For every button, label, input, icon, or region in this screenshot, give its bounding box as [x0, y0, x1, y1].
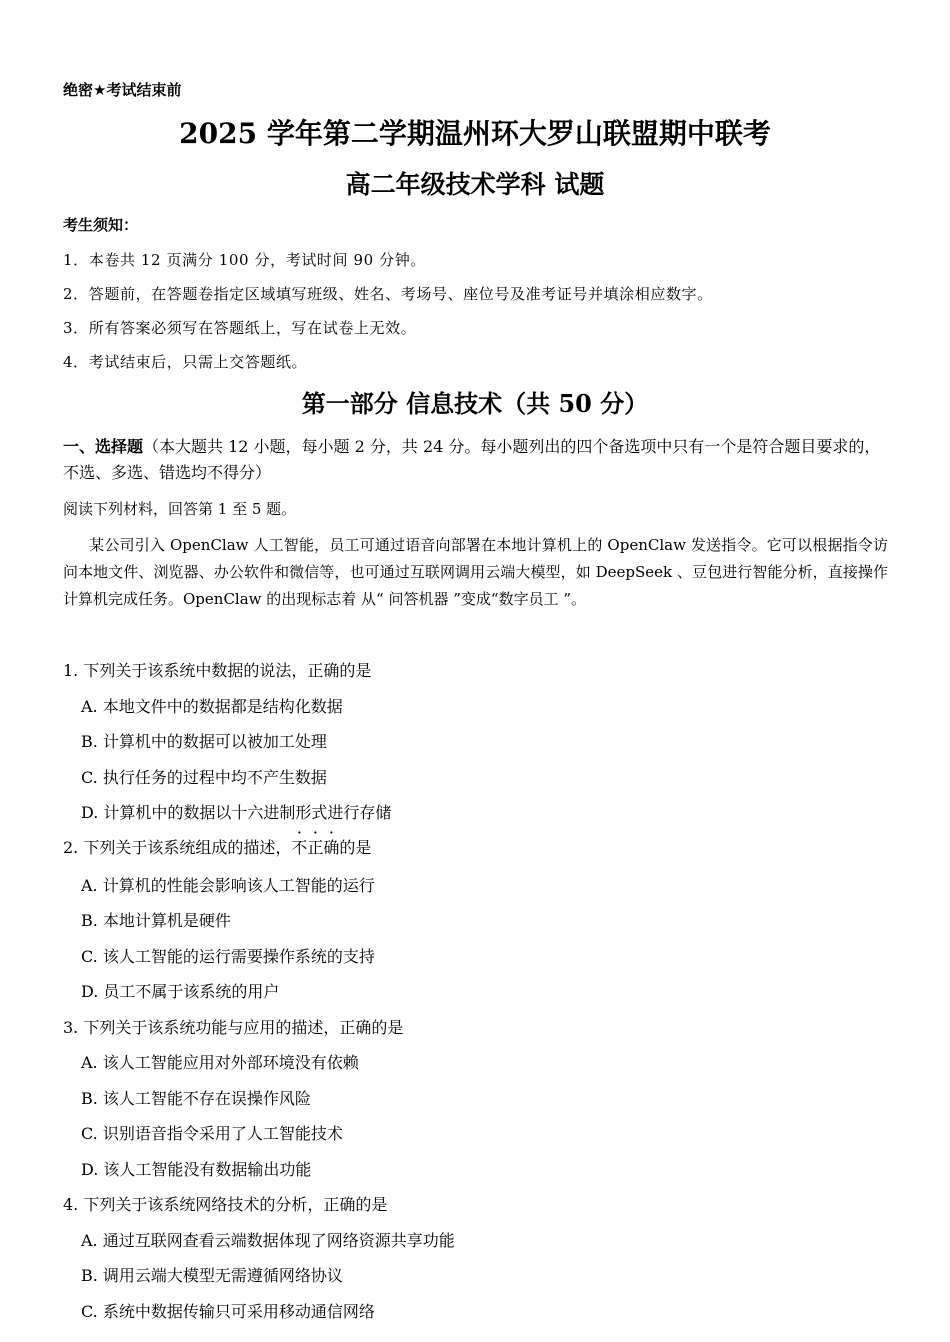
question-option: B. 计算机中的数据可以被加工处理 [81, 732, 327, 751]
notice-item: 2．答题前，在答题卷指定区域填写班级、姓名、考场号、座位号及准考证号并填涂相应数字。 [63, 285, 713, 303]
question-stem: 3. 下列关于该系统功能与应用的描述，正确的是 [63, 1018, 404, 1037]
question-stem: 4. 下列关于该系统网络技术的分析，正确的是 [63, 1195, 388, 1214]
exam-subtitle: 高二年级技术学科 试题 [345, 170, 605, 199]
question-stem: 1. 下列关于该系统中数据的说法，正确的是 [63, 661, 372, 680]
question-stem [63, 835, 371, 858]
question-option: D. 员工不属于该系统的用户 [81, 982, 280, 1001]
reading-intro: 阅读下列材料，回答第 1 至 5 题。 [63, 500, 297, 518]
part-title: 第一部分 信息技术（共 50 分） [301, 389, 649, 418]
question-stem-text: 的是 [339, 838, 372, 857]
question-option: B. 该人工智能不存在误操作风险 [81, 1089, 311, 1108]
emphasis-not-correct: 不正确 [291, 838, 340, 857]
question-option: C. 系统中数据传输只可采用移动通信网络 [81, 1302, 375, 1321]
secret-mark: 绝密★考试结束前 [63, 81, 182, 99]
question-stem-text: 2. 下列关于该系统组成的描述， [63, 838, 292, 857]
question-option: B. 本地计算机是硬件 [81, 911, 231, 930]
question-option: C. 执行任务的过程中均不产生数据 [81, 768, 327, 787]
reading-paragraph [63, 532, 888, 613]
question-option: D. 该人工智能没有数据输出功能 [81, 1160, 312, 1179]
question-option: A. 本地文件中的数据都是结构化数据 [81, 697, 343, 716]
notice-item: 4．考试结束后，只需上交答题纸。 [63, 353, 308, 371]
notice-heading: 考生须知： [63, 216, 139, 234]
section-description: （本大题共 12 小题，每小题 2 分，共 24 分。每小题列出的四个备选项中只有一个是符合题目要求的，不选、多选、错选均不得分） [63, 437, 881, 482]
exam-title: 2025 学年第二学期温州环大罗山联盟期中联考 [179, 117, 771, 150]
question-option: A. 通过互联网查看云端数据体现了网络资源共享功能 [81, 1231, 455, 1250]
question-option: B. 调用云端大模型无需遵循网络协议 [81, 1266, 343, 1285]
notice-item: 1．本卷共 12 页满分 100 分，考试时间 90 分钟。 [63, 251, 426, 269]
question-option: A. 该人工智能应用对外部环境没有依赖 [81, 1053, 359, 1072]
notice-item: 3．所有答案必须写在答题纸上，写在试卷上无效。 [63, 319, 417, 337]
question-option: A. 计算机的性能会影响该人工智能的运行 [81, 876, 375, 895]
question-option: C. 该人工智能的运行需要操作系统的支持 [81, 947, 375, 966]
section-label: 一、选择题 [63, 437, 144, 456]
section-heading [63, 434, 888, 486]
reading-paragraph-text: 某公司引入 OpenClaw 人工智能，员工可通过语音向部署在本地计算机上的 OpenClaw 发送指令。它可以根据指令访问本地文件、浏览器、办公软件和微信等，也可通过互联网调用云端大模型，如 DeepSeek 、豆包进行智能分析，直接操作计算机完成任务。OpenClaw 的出现标志着 从“ 问答机器 ”变成“数字员工 ”。 [63, 536, 888, 608]
question-option: C. 识别语音指令采用了人工智能技术 [81, 1124, 343, 1143]
question-option: D. 计算机中的数据以十六进制形式进行存储 [81, 803, 392, 822]
